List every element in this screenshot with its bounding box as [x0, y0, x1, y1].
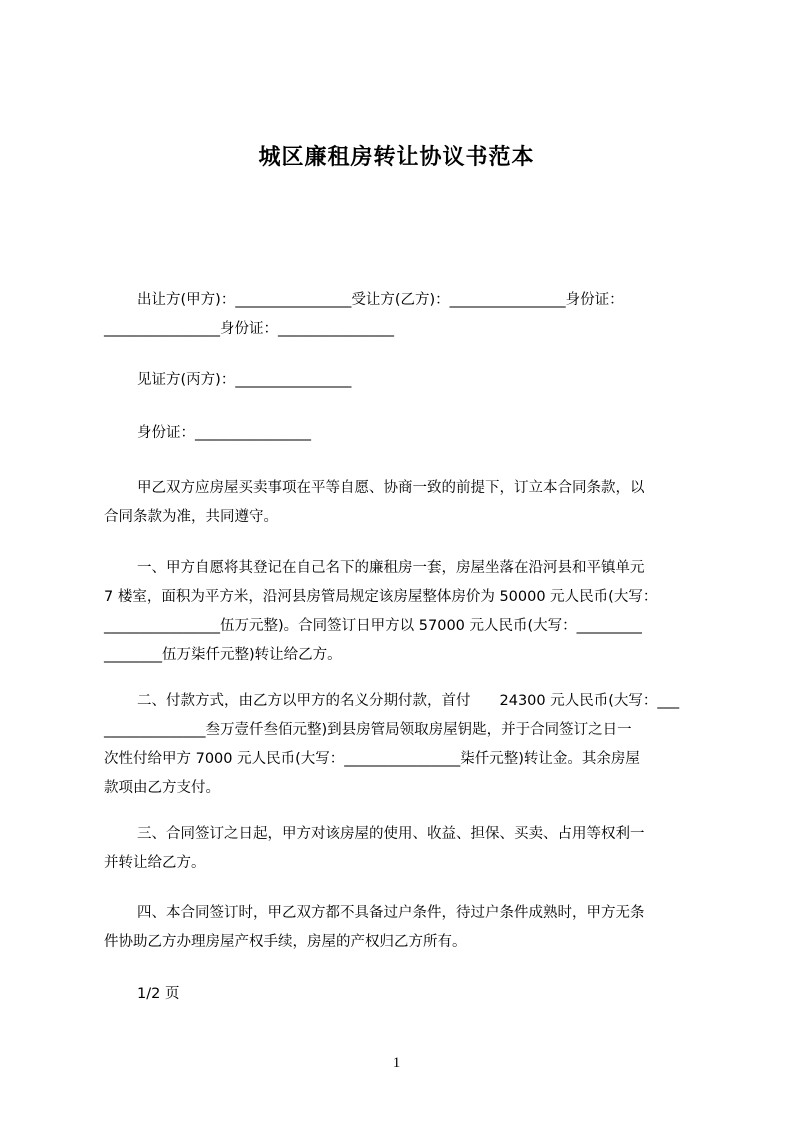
clause-3-paragraph — [104, 820, 700, 878]
witness-paragraph — [104, 366, 700, 395]
page-indicator: 1/2 页 — [137, 986, 180, 1002]
clause-1-paragraph — [104, 554, 700, 670]
clause-2-line-2: ______________叁万壹仟叁佰元整)到县房管局领取房屋钥匙，并于合同签订之日一 — [104, 722, 632, 738]
clause-4-paragraph — [104, 899, 700, 957]
witness-line: 见证方(丙方)：________________ — [137, 372, 352, 388]
clause-2-paragraph — [104, 687, 700, 803]
witness-id-paragraph — [104, 419, 700, 448]
clause-1-line-1: 一、甲方自愿将其登记在自己名下的廉租房一套，房屋坐落在沿河县和平镇单元 — [137, 560, 645, 576]
intro-line-1: 甲乙双方应房屋买卖事项在平等自愿、协商一致的前提下，订立本合同条款，以 — [137, 480, 645, 496]
clause-1-line-2: 7 楼室，面积为平方米，沿河县房管局规定该房屋整体房价为 50000 元人民币(大写： — [104, 589, 658, 605]
intro-paragraph — [104, 474, 700, 532]
document-title: 城区廉租房转让协议书范本 — [258, 145, 535, 170]
clause-1-line-4: ________伍万柒仟元整)转让给乙方。 — [104, 647, 342, 663]
intro-line-2: 合同条款为准，共同遵守。 — [104, 509, 278, 525]
page-indicator-paragraph — [104, 980, 700, 1009]
clause-4-line-2: 件协助乙方办理房屋产权手续，房屋的产权归乙方所有。 — [104, 934, 467, 950]
parties-paragraph — [104, 286, 700, 344]
parties-line-2: ________________身份证：________________ — [104, 321, 394, 337]
clause-3-line-2: 并转让给乙方。 — [104, 855, 206, 871]
clause-2-line-4: 款项由乙方支付。 — [104, 780, 220, 796]
parties-line-1: 出让方(甲方)：________________受让方(乙方)：________________身份证： — [137, 292, 624, 308]
clause-1-line-3: ________________伍万元整)。合同签订日甲方以 57000 元人民币(大写：_________ — [104, 618, 642, 634]
clause-2-line-3: 次性付给甲方 7000 元人民币(大写：________________柒仟元整)转让金。其余房屋 — [104, 751, 640, 767]
clause-4-line-1: 四、本合同签订时，甲乙双方都不具备过户条件，待过户条件成熟时，甲方无条 — [137, 905, 645, 921]
page-number: 1 — [392, 1055, 401, 1071]
clause-2-line-1: 二、付款方式，由乙方以甲方的名义分期付款，首付 24300 元人民币(大写：___ — [137, 693, 680, 709]
witness-id-line: 身份证：________________ — [137, 425, 311, 441]
clause-3-line-1: 三、合同签订之日起，甲方对该房屋的使用、收益、担保、买卖、占用等权利一 — [137, 826, 645, 842]
